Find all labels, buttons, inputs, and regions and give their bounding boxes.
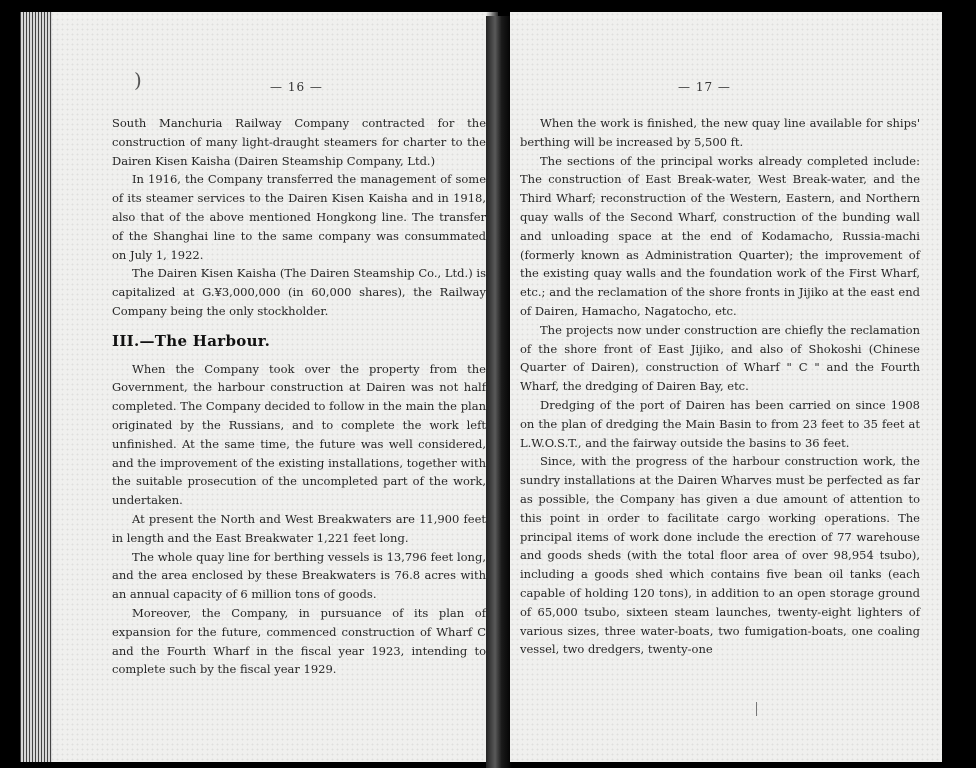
paragraph: The Dairen Kisen Kaisha (The Dairen Steamship Co., Ltd.) is capitalized at G.¥3,000,000 (in 60,000 shares), the Railway Company being the only stockholder. xyxy=(112,266,486,318)
paragraph: The projects now under construction are chiefly the reclamation of the shore front of East Jijiko, and also of Shokoshi (Chinese Quarter of Dairen), construction of Wharf " C " and the Fourth Wharf, the dredging of Dairen Bay, etc. xyxy=(520,322,920,394)
paragraph: The whole quay line for berthing vessels is 13,796 feet long, and the area enclosed by these Breakwaters is 76.8 acres with an annual capacity of 6 million tons of goods. xyxy=(112,549,486,602)
paragraph: Dredging of the port of Dairen has been carried on since 1908 on the plan of dredging the Main Basin to from 23 feet to 35 feet at L.W.O.S.T., and the fairway outside the basins to 36 feet. xyxy=(520,397,920,450)
print-mark xyxy=(756,702,757,716)
paragraph: At present the North and West Breakwaters are 11,900 feet in length and the East Breakwater 1,221 feet long. xyxy=(112,511,486,545)
margin-mark: ) xyxy=(134,68,142,92)
page-number: — 16 — xyxy=(270,80,323,94)
right-page xyxy=(510,12,942,762)
paragraph: Since, with the progress of the harbour construction work, the sundry installations at the Dairen Wharves must be perfected as far as possible, the Company has given a due amount of attention to this point in order to facilitate cargo working operations. The principal items of work done include the erection of 77 warehouse and goods sheds (with the total floor area of over 98,954 tsubo), including a goods shed which contains five bean oil tanks (each capable of holding 120 tons), in addition to an open storage ground of 65,000 tsubo, sixteen steam launches, twenty-eight lighters of various sizes, three water-boats, two fumigation-boats, one coaling vessel, two dredgers, twenty-one xyxy=(520,454,920,657)
paragraph: Moreover, the Company, in pursuance of its plan of expansion for the future, commenced construction of Wharf C and the Fourth Wharf in the fiscal year 1923, intending to complete such by the fiscal year 1929. xyxy=(112,605,486,677)
paragraph: The sections of the principal works already completed include: The construction of East Break-water, West Break-water, and the Third Wharf; reconstruction of the Western, Eastern, and Northern quay walls of the Second Wharf, construction of the bunding wall and unloading space at the end of Kodamacho, Russia-machi (formerly known as Administration Quarter); the improvement of the existing quay walls and the foundation work of the First Wharf, etc.; and the reclamation of the shore fronts in Jijiko at the east end of Dairen, Hamacho, Nagatocho, etc. xyxy=(520,153,920,318)
left-text-block xyxy=(112,114,486,679)
paragraph: In 1916, the Company transferred the management of some of its steamer services to the Dairen Kisen Kaisha and in 1918, also that of the above mentioned Hongkong line. The transfer of the Shanghai line to the same company was consummated on July 1, 1922. xyxy=(112,172,486,262)
section-heading: III.—The Harbour. xyxy=(112,331,271,350)
page-number: — 17 — xyxy=(678,80,731,94)
paragraph: When the Company took over the property from the Government, the harbour construction at Dairen was not half completed. The Company decided to follow in the main the plan originated by the Russians, and to complete the work left unfinished. At the same time, the future was well considered, and the improvement of the existing installations, together with the suitable prosecution of the uncompleted part of the work, undertaken. xyxy=(112,361,486,508)
book-spine xyxy=(486,16,512,768)
right-text-block xyxy=(520,114,920,659)
left-page xyxy=(20,12,498,762)
paragraph: South Manchuria Railway Company contracted for the construction of many light-draught steamers for charter to the Dairen Kisen Kaisha (Dairen Steamship Company, Ltd.) xyxy=(112,116,486,168)
paragraph: When the work is finished, the new quay line available for ships' berthing will be increased by 5,500 ft. xyxy=(520,116,920,149)
page-edge-stack xyxy=(20,12,52,762)
